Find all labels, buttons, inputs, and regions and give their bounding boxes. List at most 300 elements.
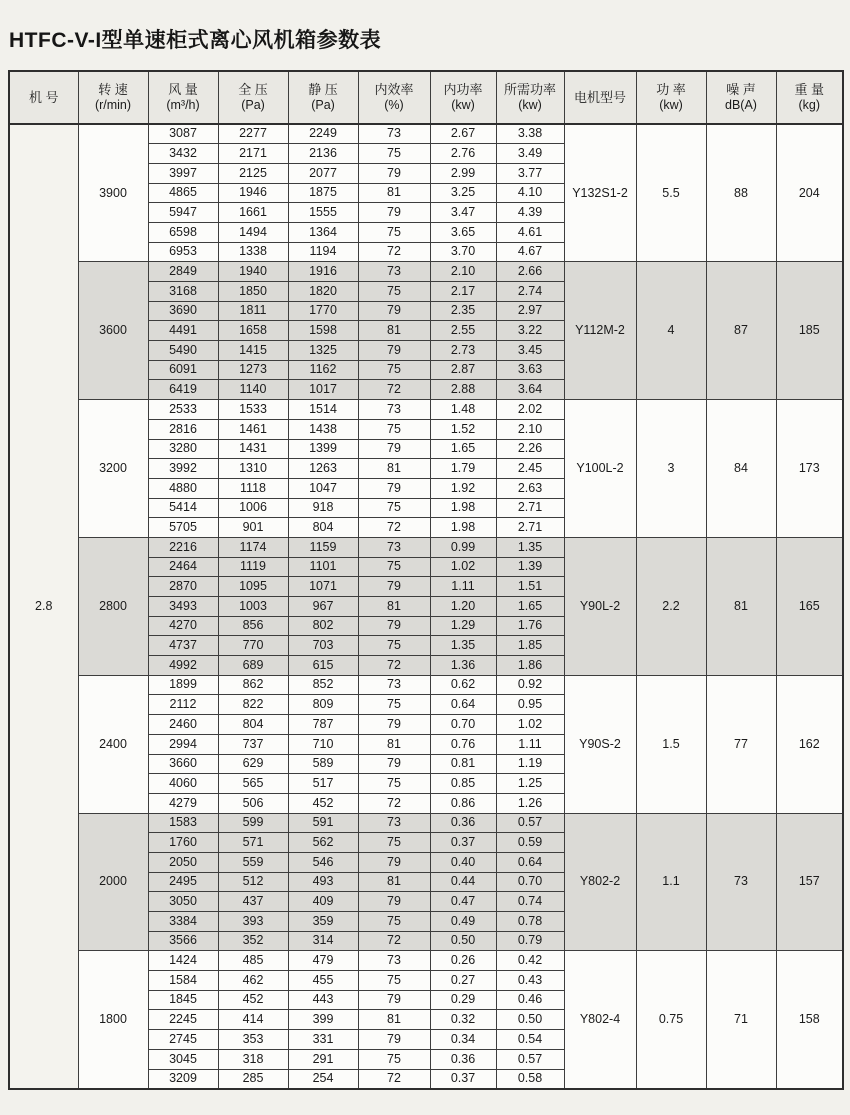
cell-efficiency: 79 — [358, 163, 430, 183]
cell-total-pressure: 1338 — [218, 242, 288, 262]
cell-total-pressure: 285 — [218, 1069, 288, 1089]
cell-total-pressure: 1811 — [218, 301, 288, 321]
cell-static-pressure: 359 — [288, 912, 358, 932]
cell-static-pressure: 703 — [288, 636, 358, 656]
weight-cell: 165 — [776, 537, 843, 675]
cell-internal-power: 0.37 — [430, 1069, 496, 1089]
cell-required-power: 4.61 — [496, 222, 564, 242]
cell-airflow: 1584 — [148, 971, 218, 991]
cell-total-pressure: 856 — [218, 616, 288, 636]
cell-efficiency: 81 — [358, 1010, 430, 1030]
cell-airflow: 6953 — [148, 242, 218, 262]
cell-internal-power: 0.64 — [430, 695, 496, 715]
noise-cell: 81 — [706, 537, 776, 675]
cell-airflow: 4491 — [148, 321, 218, 341]
cell-total-pressure: 559 — [218, 852, 288, 872]
cell-efficiency: 75 — [358, 360, 430, 380]
cell-required-power: 0.42 — [496, 951, 564, 971]
cell-efficiency: 79 — [358, 616, 430, 636]
cell-efficiency: 75 — [358, 282, 430, 302]
cell-airflow: 3660 — [148, 754, 218, 774]
cell-efficiency: 75 — [358, 419, 430, 439]
header-row — [9, 71, 843, 124]
cell-static-pressure: 1770 — [288, 301, 358, 321]
cell-total-pressure: 629 — [218, 754, 288, 774]
cell-static-pressure: 455 — [288, 971, 358, 991]
cell-airflow: 3050 — [148, 892, 218, 912]
cell-efficiency: 75 — [358, 144, 430, 164]
cell-airflow: 2870 — [148, 577, 218, 597]
cell-internal-power: 3.70 — [430, 242, 496, 262]
cell-total-pressure: 1533 — [218, 400, 288, 420]
speed-cell: 2800 — [78, 537, 148, 675]
cell-efficiency: 72 — [358, 793, 430, 813]
cell-internal-power: 1.98 — [430, 498, 496, 518]
cell-efficiency: 72 — [358, 380, 430, 400]
cell-efficiency: 79 — [358, 715, 430, 735]
cell-required-power: 1.02 — [496, 715, 564, 735]
cell-required-power: 3.63 — [496, 360, 564, 380]
cell-total-pressure: 1850 — [218, 282, 288, 302]
cell-total-pressure: 599 — [218, 813, 288, 833]
cell-static-pressure: 452 — [288, 793, 358, 813]
col-header-airflow: 风 量 (m³/h) — [148, 71, 218, 124]
cell-airflow: 2849 — [148, 262, 218, 282]
cell-total-pressure: 1946 — [218, 183, 288, 203]
cell-static-pressure: 1555 — [288, 203, 358, 223]
cell-internal-power: 0.34 — [430, 1030, 496, 1050]
col-header-efficiency: 内效率 (%) — [358, 71, 430, 124]
cell-internal-power: 2.88 — [430, 380, 496, 400]
cell-static-pressure: 399 — [288, 1010, 358, 1030]
cell-static-pressure: 589 — [288, 754, 358, 774]
cell-required-power: 2.45 — [496, 459, 564, 479]
cell-efficiency: 79 — [358, 301, 430, 321]
cell-airflow: 3087 — [148, 124, 218, 144]
cell-internal-power: 2.17 — [430, 282, 496, 302]
cell-static-pressure: 493 — [288, 872, 358, 892]
cell-efficiency: 79 — [358, 1030, 430, 1050]
cell-static-pressure: 802 — [288, 616, 358, 636]
cell-airflow: 3168 — [148, 282, 218, 302]
cell-total-pressure: 1140 — [218, 380, 288, 400]
fan-parameters-table — [8, 70, 844, 1090]
cell-efficiency: 81 — [358, 183, 430, 203]
cell-required-power: 0.54 — [496, 1030, 564, 1050]
table-row — [9, 813, 843, 833]
cell-airflow: 3280 — [148, 439, 218, 459]
cell-required-power: 2.71 — [496, 498, 564, 518]
cell-internal-power: 0.29 — [430, 990, 496, 1010]
cell-airflow: 6091 — [148, 360, 218, 380]
cell-internal-power: 2.67 — [430, 124, 496, 144]
cell-required-power: 4.39 — [496, 203, 564, 223]
table-row — [9, 124, 843, 144]
cell-internal-power: 0.70 — [430, 715, 496, 735]
cell-static-pressure: 591 — [288, 813, 358, 833]
cell-static-pressure: 546 — [288, 852, 358, 872]
cell-airflow: 3045 — [148, 1049, 218, 1069]
table-row — [9, 951, 843, 971]
cell-total-pressure: 901 — [218, 518, 288, 538]
cell-static-pressure: 254 — [288, 1069, 358, 1089]
cell-efficiency: 79 — [358, 892, 430, 912]
table-row — [9, 675, 843, 695]
cell-efficiency: 75 — [358, 833, 430, 853]
cell-total-pressure: 2125 — [218, 163, 288, 183]
cell-internal-power: 0.50 — [430, 931, 496, 951]
cell-airflow: 2112 — [148, 695, 218, 715]
speed-cell: 1800 — [78, 951, 148, 1089]
cell-internal-power: 2.87 — [430, 360, 496, 380]
col-header-motor-model: 电机型号 — [564, 71, 636, 124]
cell-internal-power: 0.36 — [430, 813, 496, 833]
table-row — [9, 400, 843, 420]
speed-cell: 2400 — [78, 675, 148, 813]
cell-internal-power: 1.48 — [430, 400, 496, 420]
cell-total-pressure: 1431 — [218, 439, 288, 459]
cell-total-pressure: 393 — [218, 912, 288, 932]
cell-required-power: 0.57 — [496, 813, 564, 833]
motor-power-cell: 4 — [636, 262, 706, 400]
cell-internal-power: 1.79 — [430, 459, 496, 479]
cell-required-power: 1.26 — [496, 793, 564, 813]
cell-static-pressure: 809 — [288, 695, 358, 715]
cell-required-power: 0.92 — [496, 675, 564, 695]
cell-required-power: 0.43 — [496, 971, 564, 991]
cell-efficiency: 73 — [358, 400, 430, 420]
cell-efficiency: 75 — [358, 971, 430, 991]
weight-cell: 185 — [776, 262, 843, 400]
cell-total-pressure: 571 — [218, 833, 288, 853]
cell-total-pressure: 437 — [218, 892, 288, 912]
cell-total-pressure: 1273 — [218, 360, 288, 380]
motor-model-cell: Y90S-2 — [564, 675, 636, 813]
cell-total-pressure: 1095 — [218, 577, 288, 597]
noise-cell: 71 — [706, 951, 776, 1089]
cell-required-power: 0.59 — [496, 833, 564, 853]
cell-total-pressure: 1119 — [218, 557, 288, 577]
weight-cell: 173 — [776, 400, 843, 538]
cell-static-pressure: 1438 — [288, 419, 358, 439]
cell-airflow: 3384 — [148, 912, 218, 932]
cell-static-pressure: 1263 — [288, 459, 358, 479]
cell-static-pressure: 1820 — [288, 282, 358, 302]
cell-airflow: 2050 — [148, 852, 218, 872]
cell-airflow: 2745 — [148, 1030, 218, 1050]
cell-required-power: 2.63 — [496, 478, 564, 498]
cell-internal-power: 1.35 — [430, 636, 496, 656]
cell-internal-power: 1.02 — [430, 557, 496, 577]
cell-efficiency: 75 — [358, 222, 430, 242]
cell-required-power: 1.35 — [496, 537, 564, 557]
cell-total-pressure: 352 — [218, 931, 288, 951]
cell-static-pressure: 479 — [288, 951, 358, 971]
cell-efficiency: 79 — [358, 478, 430, 498]
motor-model-cell: Y802-2 — [564, 813, 636, 951]
motor-model-cell: Y112M-2 — [564, 262, 636, 400]
cell-required-power: 4.67 — [496, 242, 564, 262]
cell-total-pressure: 737 — [218, 734, 288, 754]
cell-static-pressure: 1047 — [288, 478, 358, 498]
speed-cell: 2000 — [78, 813, 148, 951]
page-title: HTFC-V-I型单速柜式离心风机箱参数表 — [9, 29, 382, 52]
motor-model-cell: Y132S1-2 — [564, 124, 636, 262]
motor-power-cell: 3 — [636, 400, 706, 538]
col-header-internal-power: 内功率 (kw) — [430, 71, 496, 124]
noise-cell: 88 — [706, 124, 776, 262]
cell-total-pressure: 1658 — [218, 321, 288, 341]
cell-efficiency: 75 — [358, 1049, 430, 1069]
motor-power-cell: 5.5 — [636, 124, 706, 262]
cell-required-power: 0.70 — [496, 872, 564, 892]
cell-airflow: 1845 — [148, 990, 218, 1010]
cell-required-power: 1.11 — [496, 734, 564, 754]
table-body — [9, 124, 843, 1089]
cell-static-pressure: 517 — [288, 774, 358, 794]
cell-airflow: 3690 — [148, 301, 218, 321]
cell-internal-power: 3.65 — [430, 222, 496, 242]
motor-power-cell: 1.5 — [636, 675, 706, 813]
cell-airflow: 3432 — [148, 144, 218, 164]
cell-required-power: 0.64 — [496, 852, 564, 872]
cell-internal-power: 1.20 — [430, 597, 496, 617]
cell-internal-power: 0.32 — [430, 1010, 496, 1030]
cell-total-pressure: 512 — [218, 872, 288, 892]
cell-total-pressure: 1118 — [218, 478, 288, 498]
cell-airflow: 4992 — [148, 656, 218, 676]
cell-static-pressure: 918 — [288, 498, 358, 518]
weight-cell: 158 — [776, 951, 843, 1089]
cell-efficiency: 73 — [358, 813, 430, 833]
cell-required-power: 0.95 — [496, 695, 564, 715]
cell-static-pressure: 1194 — [288, 242, 358, 262]
table-row — [9, 262, 843, 282]
cell-required-power: 2.02 — [496, 400, 564, 420]
cell-efficiency: 79 — [358, 203, 430, 223]
cell-internal-power: 2.99 — [430, 163, 496, 183]
cell-internal-power: 0.37 — [430, 833, 496, 853]
cell-efficiency: 81 — [358, 459, 430, 479]
cell-internal-power: 0.47 — [430, 892, 496, 912]
cell-static-pressure: 787 — [288, 715, 358, 735]
cell-total-pressure: 804 — [218, 715, 288, 735]
cell-internal-power: 0.81 — [430, 754, 496, 774]
cell-required-power: 2.97 — [496, 301, 564, 321]
cell-efficiency: 72 — [358, 656, 430, 676]
cell-required-power: 1.76 — [496, 616, 564, 636]
cell-static-pressure: 409 — [288, 892, 358, 912]
cell-required-power: 3.22 — [496, 321, 564, 341]
cell-airflow: 5947 — [148, 203, 218, 223]
cell-internal-power: 0.26 — [430, 951, 496, 971]
cell-efficiency: 73 — [358, 537, 430, 557]
cell-efficiency: 72 — [358, 242, 430, 262]
motor-power-cell: 0.75 — [636, 951, 706, 1089]
cell-internal-power: 0.76 — [430, 734, 496, 754]
cell-efficiency: 81 — [358, 597, 430, 617]
col-header-static-pressure: 静 压 (Pa) — [288, 71, 358, 124]
cell-static-pressure: 1875 — [288, 183, 358, 203]
cell-total-pressure: 1461 — [218, 419, 288, 439]
cell-total-pressure: 1940 — [218, 262, 288, 282]
cell-internal-power: 3.25 — [430, 183, 496, 203]
table-header — [9, 71, 843, 124]
cell-internal-power: 0.27 — [430, 971, 496, 991]
cell-required-power: 0.78 — [496, 912, 564, 932]
cell-efficiency: 79 — [358, 577, 430, 597]
cell-required-power: 0.58 — [496, 1069, 564, 1089]
cell-static-pressure: 1916 — [288, 262, 358, 282]
cell-airflow: 3209 — [148, 1069, 218, 1089]
cell-total-pressure: 1006 — [218, 498, 288, 518]
cell-static-pressure: 1101 — [288, 557, 358, 577]
cell-required-power: 0.79 — [496, 931, 564, 951]
cell-total-pressure: 1003 — [218, 597, 288, 617]
cell-internal-power: 1.52 — [430, 419, 496, 439]
cell-airflow: 6419 — [148, 380, 218, 400]
cell-required-power: 1.85 — [496, 636, 564, 656]
cell-efficiency: 72 — [358, 518, 430, 538]
cell-total-pressure: 1494 — [218, 222, 288, 242]
cell-static-pressure: 804 — [288, 518, 358, 538]
cell-airflow: 6598 — [148, 222, 218, 242]
speed-cell: 3200 — [78, 400, 148, 538]
cell-static-pressure: 1162 — [288, 360, 358, 380]
cell-internal-power: 2.35 — [430, 301, 496, 321]
cell-internal-power: 1.98 — [430, 518, 496, 538]
cell-airflow: 3992 — [148, 459, 218, 479]
cell-required-power: 0.50 — [496, 1010, 564, 1030]
cell-efficiency: 75 — [358, 557, 430, 577]
machine-no-cell: 2.8 — [9, 124, 78, 1089]
col-header-machine-no: 机 号 — [9, 71, 78, 124]
cell-static-pressure: 1514 — [288, 400, 358, 420]
cell-static-pressure: 1364 — [288, 222, 358, 242]
cell-efficiency: 79 — [358, 990, 430, 1010]
cell-required-power: 3.38 — [496, 124, 564, 144]
col-header-speed: 转 速 (r/min) — [78, 71, 148, 124]
cell-static-pressure: 291 — [288, 1049, 358, 1069]
cell-static-pressure: 967 — [288, 597, 358, 617]
cell-efficiency: 75 — [358, 774, 430, 794]
cell-internal-power: 3.47 — [430, 203, 496, 223]
motor-model-cell: Y802-4 — [564, 951, 636, 1089]
cell-required-power: 1.25 — [496, 774, 564, 794]
cell-airflow: 3997 — [148, 163, 218, 183]
cell-airflow: 2495 — [148, 872, 218, 892]
cell-required-power: 2.26 — [496, 439, 564, 459]
cell-required-power: 2.66 — [496, 262, 564, 282]
cell-efficiency: 79 — [358, 439, 430, 459]
cell-airflow: 2994 — [148, 734, 218, 754]
cell-static-pressure: 314 — [288, 931, 358, 951]
cell-efficiency: 81 — [358, 734, 430, 754]
cell-static-pressure: 1071 — [288, 577, 358, 597]
cell-internal-power: 1.36 — [430, 656, 496, 676]
cell-required-power: 0.74 — [496, 892, 564, 912]
cell-static-pressure: 1598 — [288, 321, 358, 341]
cell-total-pressure: 506 — [218, 793, 288, 813]
cell-required-power: 3.64 — [496, 380, 564, 400]
cell-required-power: 0.46 — [496, 990, 564, 1010]
motor-model-cell: Y100L-2 — [564, 400, 636, 538]
cell-total-pressure: 318 — [218, 1049, 288, 1069]
cell-efficiency: 79 — [358, 852, 430, 872]
cell-static-pressure: 2249 — [288, 124, 358, 144]
cell-efficiency: 73 — [358, 124, 430, 144]
cell-airflow: 2216 — [148, 537, 218, 557]
cell-airflow: 1760 — [148, 833, 218, 853]
cell-efficiency: 72 — [358, 931, 430, 951]
cell-airflow: 3493 — [148, 597, 218, 617]
cell-airflow: 4865 — [148, 183, 218, 203]
cell-total-pressure: 770 — [218, 636, 288, 656]
cell-static-pressure: 710 — [288, 734, 358, 754]
cell-efficiency: 75 — [358, 636, 430, 656]
cell-required-power: 4.10 — [496, 183, 564, 203]
cell-internal-power: 0.62 — [430, 675, 496, 695]
cell-internal-power: 1.65 — [430, 439, 496, 459]
cell-internal-power: 2.55 — [430, 321, 496, 341]
cell-required-power: 2.10 — [496, 419, 564, 439]
col-header-total-pressure: 全 压 (Pa) — [218, 71, 288, 124]
cell-internal-power: 2.10 — [430, 262, 496, 282]
cell-internal-power: 0.49 — [430, 912, 496, 932]
cell-total-pressure: 1661 — [218, 203, 288, 223]
weight-cell: 204 — [776, 124, 843, 262]
weight-cell: 157 — [776, 813, 843, 951]
motor-power-cell: 1.1 — [636, 813, 706, 951]
cell-static-pressure: 2077 — [288, 163, 358, 183]
cell-total-pressure: 1310 — [218, 459, 288, 479]
cell-efficiency: 73 — [358, 262, 430, 282]
cell-internal-power: 0.36 — [430, 1049, 496, 1069]
cell-airflow: 5705 — [148, 518, 218, 538]
cell-static-pressure: 1159 — [288, 537, 358, 557]
cell-efficiency: 75 — [358, 695, 430, 715]
cell-airflow: 5414 — [148, 498, 218, 518]
cell-efficiency: 75 — [358, 498, 430, 518]
cell-airflow: 1424 — [148, 951, 218, 971]
cell-total-pressure: 689 — [218, 656, 288, 676]
cell-internal-power: 1.29 — [430, 616, 496, 636]
cell-efficiency: 75 — [358, 912, 430, 932]
cell-internal-power: 1.92 — [430, 478, 496, 498]
cell-internal-power: 2.73 — [430, 341, 496, 361]
cell-efficiency: 81 — [358, 872, 430, 892]
cell-total-pressure: 822 — [218, 695, 288, 715]
cell-static-pressure: 1325 — [288, 341, 358, 361]
cell-efficiency: 79 — [358, 754, 430, 774]
cell-airflow: 3566 — [148, 931, 218, 951]
cell-internal-power: 0.86 — [430, 793, 496, 813]
cell-airflow: 2816 — [148, 419, 218, 439]
cell-airflow: 2460 — [148, 715, 218, 735]
cell-total-pressure: 862 — [218, 675, 288, 695]
cell-total-pressure: 485 — [218, 951, 288, 971]
cell-required-power: 1.86 — [496, 656, 564, 676]
table-row — [9, 537, 843, 557]
noise-cell: 87 — [706, 262, 776, 400]
cell-static-pressure: 1017 — [288, 380, 358, 400]
cell-airflow: 2464 — [148, 557, 218, 577]
cell-required-power: 1.19 — [496, 754, 564, 774]
col-header-noise: 噪 声 dB(A) — [706, 71, 776, 124]
cell-total-pressure: 1174 — [218, 537, 288, 557]
noise-cell: 84 — [706, 400, 776, 538]
cell-static-pressure: 331 — [288, 1030, 358, 1050]
